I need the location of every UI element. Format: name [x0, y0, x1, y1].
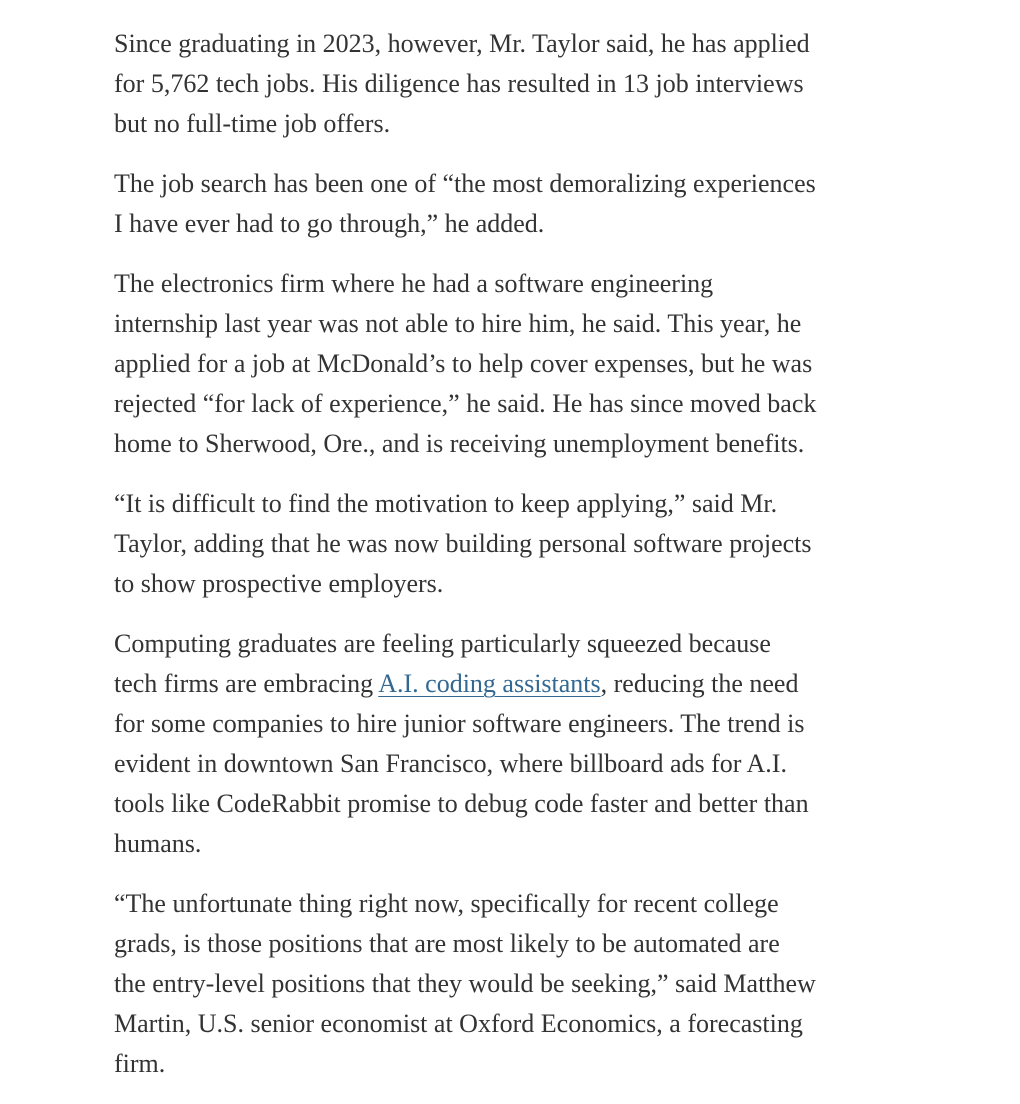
text-line: the entry-level positions that they would be seeking,” said Matthew [114, 969, 816, 998]
text-line: “The unfortunate thing right now, specifically for recent college [114, 889, 779, 918]
text-line: home to Sherwood, Ore., and is receiving unemployment benefits. [114, 429, 805, 458]
paragraph-3 [114, 264, 934, 464]
text-line: I have ever had to go through,” he added. [114, 209, 545, 238]
paragraph-2 [114, 164, 934, 244]
paragraph-1 [114, 24, 934, 144]
text-line: internship last year was not able to hire him, he said. This year, he [114, 309, 802, 338]
text-segment: , reducing the need [600, 669, 799, 698]
text-line: rejected “for lack of experience,” he said. He has since moved back [114, 389, 817, 418]
paragraph-4 [114, 484, 934, 604]
text-line: to show prospective employers. [114, 569, 444, 598]
ai-coding-assistants-link[interactable]: A.I. coding assistants [378, 669, 601, 698]
text-line: but no full-time job offers. [114, 109, 391, 138]
text-line: “It is difficult to find the motivation to keep applying,” said Mr. [114, 489, 778, 518]
text-line: grads, is those positions that are most likely to be automated are [114, 929, 780, 958]
text-line: Computing graduates are feeling particularly squeezed because [114, 629, 771, 658]
text-line: The job search has been one of “the most demoralizing experiences [114, 169, 816, 198]
text-line: for 5,762 tech jobs. His diligence has resulted in 13 job interviews [114, 69, 804, 98]
text-line: for some companies to hire junior software engineers. The trend is [114, 709, 805, 738]
text-line: humans. [114, 829, 202, 858]
text-line: firm. [114, 1049, 166, 1078]
text-line: The electronics firm where he had a software engineering [114, 269, 714, 298]
text-line: applied for a job at McDonald’s to help cover expenses, but he was [114, 349, 813, 378]
text-line [114, 664, 934, 704]
paragraph-6 [114, 884, 934, 1084]
text-line: Since graduating in 2023, however, Mr. Taylor said, he has applied [114, 29, 810, 58]
text-line: tools like CodeRabbit promise to debug code faster and better than [114, 789, 809, 818]
paragraph-5 [114, 624, 934, 864]
article-body [114, 24, 934, 1104]
text-line: Taylor, adding that he was now building personal software projects [114, 529, 812, 558]
text-line: Martin, U.S. senior economist at Oxford Economics, a forecasting [114, 1009, 803, 1038]
text-line: evident in downtown San Francisco, where billboard ads for A.I. [114, 749, 787, 778]
text-segment: tech firms are embracing [114, 669, 379, 698]
